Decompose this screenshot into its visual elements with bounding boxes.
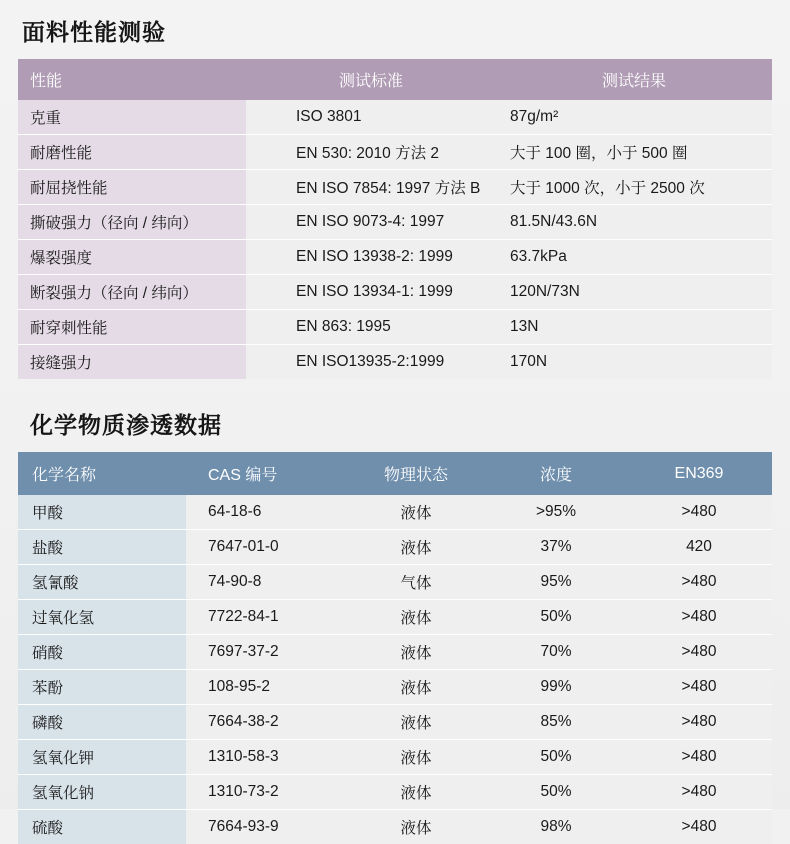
column-header-standard: 测试标准 — [246, 59, 496, 100]
column-header-property: 性能 — [18, 59, 246, 100]
cell-concentration: 95% — [486, 565, 626, 600]
cell-cas-number: 74-90-8 — [186, 565, 346, 600]
cell-cas-number: 7664-93-9 — [186, 810, 346, 844]
cell-standard: EN ISO 9073-4: 1997 — [246, 205, 496, 240]
table-row — [18, 600, 772, 635]
cell-standard: ISO 3801 — [246, 100, 496, 135]
chemical-table-head — [18, 452, 772, 495]
table-row — [18, 170, 772, 205]
cell-standard: EN ISO13935-2:1999 — [246, 345, 496, 380]
cell-concentration: 99% — [486, 670, 626, 705]
cell-concentration: 70% — [486, 635, 626, 670]
table-row — [18, 310, 772, 345]
cell-chemical-name: 硝酸 — [18, 635, 186, 670]
table-row — [18, 240, 772, 275]
column-header-concentration: 浓度 — [486, 452, 626, 495]
cell-physical-state: 气体 — [346, 565, 486, 600]
cell-chemical-name: 硫酸 — [18, 810, 186, 844]
cell-cas-number: 1310-58-3 — [186, 740, 346, 775]
cell-en369: >480 — [626, 775, 772, 810]
cell-concentration: >95% — [486, 495, 626, 530]
table-row — [18, 345, 772, 380]
cell-result: 大于 100 圈，小于 500 圈 — [496, 135, 772, 170]
column-header-physical-state: 物理状态 — [346, 452, 486, 495]
column-header-result: 测试结果 — [496, 59, 772, 100]
cell-en369: >480 — [626, 495, 772, 530]
cell-cas-number: 7697-37-2 — [186, 635, 346, 670]
table-row — [18, 135, 772, 170]
cell-result: 13N — [496, 310, 772, 345]
cell-result: 120N/73N — [496, 275, 772, 310]
cell-cas-number: 1310-73-2 — [186, 775, 346, 810]
cell-chemical-name: 盐酸 — [18, 530, 186, 565]
cell-property: 耐穿刺性能 — [18, 310, 246, 345]
fabric-performance-section — [0, 0, 790, 379]
cell-standard: EN 530: 2010 方法 2 — [246, 135, 496, 170]
table-row — [18, 775, 772, 810]
table-row — [18, 705, 772, 740]
table-row — [18, 100, 772, 135]
cell-concentration: 37% — [486, 530, 626, 565]
cell-physical-state: 液体 — [346, 705, 486, 740]
cell-en369: 420 — [626, 530, 772, 565]
cell-standard: EN 863: 1995 — [246, 310, 496, 345]
cell-standard: EN ISO 13938-2: 1999 — [246, 240, 496, 275]
table-header-row — [18, 452, 772, 495]
cell-physical-state: 液体 — [346, 530, 486, 565]
cell-physical-state: 液体 — [346, 495, 486, 530]
section-title-fabric: 面料性能测验 — [22, 14, 772, 47]
cell-cas-number: 7722-84-1 — [186, 600, 346, 635]
cell-cas-number: 7664-38-2 — [186, 705, 346, 740]
cell-standard: EN ISO 7854: 1997 方法 B — [246, 170, 496, 205]
cell-result: 81.5N/43.6N — [496, 205, 772, 240]
cell-property: 接缝强力 — [18, 345, 246, 380]
cell-en369: >480 — [626, 740, 772, 775]
cell-en369: >480 — [626, 810, 772, 844]
table-row — [18, 275, 772, 310]
table-row — [18, 530, 772, 565]
cell-physical-state: 液体 — [346, 635, 486, 670]
cell-concentration: 85% — [486, 705, 626, 740]
cell-cas-number: 7647-01-0 — [186, 530, 346, 565]
cell-property: 克重 — [18, 100, 246, 135]
fabric-performance-table — [18, 59, 772, 379]
table-row — [18, 810, 772, 844]
table-row — [18, 635, 772, 670]
cell-physical-state: 液体 — [346, 740, 486, 775]
cell-en369: >480 — [626, 600, 772, 635]
cell-result: 87g/m² — [496, 100, 772, 135]
cell-concentration: 98% — [486, 810, 626, 844]
cell-physical-state: 液体 — [346, 810, 486, 844]
column-header-chemical-name: 化学名称 — [18, 452, 186, 495]
fabric-table-head — [18, 59, 772, 100]
cell-result: 63.7kPa — [496, 240, 772, 275]
cell-property: 爆裂强度 — [18, 240, 246, 275]
chemical-table-body — [18, 495, 772, 844]
cell-chemical-name: 过氧化氢 — [18, 600, 186, 635]
cell-property: 耐磨性能 — [18, 135, 246, 170]
chemical-permeation-table — [18, 452, 772, 844]
cell-physical-state: 液体 — [346, 600, 486, 635]
fabric-table-body — [18, 100, 772, 379]
table-header-row — [18, 59, 772, 100]
cell-chemical-name: 氢氧化钾 — [18, 740, 186, 775]
table-row — [18, 565, 772, 600]
cell-result: 大于 1000 次，小于 2500 次 — [496, 170, 772, 205]
cell-en369: >480 — [626, 670, 772, 705]
cell-concentration: 50% — [486, 600, 626, 635]
cell-property: 断裂强力（径向 / 纬向） — [18, 275, 246, 310]
section-title-chemical: 化学物质渗透数据 — [30, 407, 772, 440]
cell-standard: EN ISO 13934-1: 1999 — [246, 275, 496, 310]
cell-result: 170N — [496, 345, 772, 380]
cell-en369: >480 — [626, 705, 772, 740]
table-row — [18, 205, 772, 240]
cell-chemical-name: 苯酚 — [18, 670, 186, 705]
cell-cas-number: 108-95-2 — [186, 670, 346, 705]
cell-property: 撕破强力（径向 / 纬向） — [18, 205, 246, 240]
cell-property: 耐屈挠性能 — [18, 170, 246, 205]
cell-chemical-name: 氢氰酸 — [18, 565, 186, 600]
table-row — [18, 495, 772, 530]
column-header-cas-number: CAS 编号 — [186, 452, 346, 495]
table-row — [18, 670, 772, 705]
cell-physical-state: 液体 — [346, 775, 486, 810]
chemical-permeation-section — [0, 407, 790, 844]
cell-concentration: 50% — [486, 775, 626, 810]
table-row — [18, 740, 772, 775]
cell-chemical-name: 磷酸 — [18, 705, 186, 740]
cell-concentration: 50% — [486, 740, 626, 775]
cell-cas-number: 64-18-6 — [186, 495, 346, 530]
cell-chemical-name: 氢氧化钠 — [18, 775, 186, 810]
column-header-en369: EN369 — [626, 452, 772, 495]
cell-chemical-name: 甲酸 — [18, 495, 186, 530]
cell-physical-state: 液体 — [346, 670, 486, 705]
cell-en369: >480 — [626, 635, 772, 670]
cell-en369: >480 — [626, 565, 772, 600]
